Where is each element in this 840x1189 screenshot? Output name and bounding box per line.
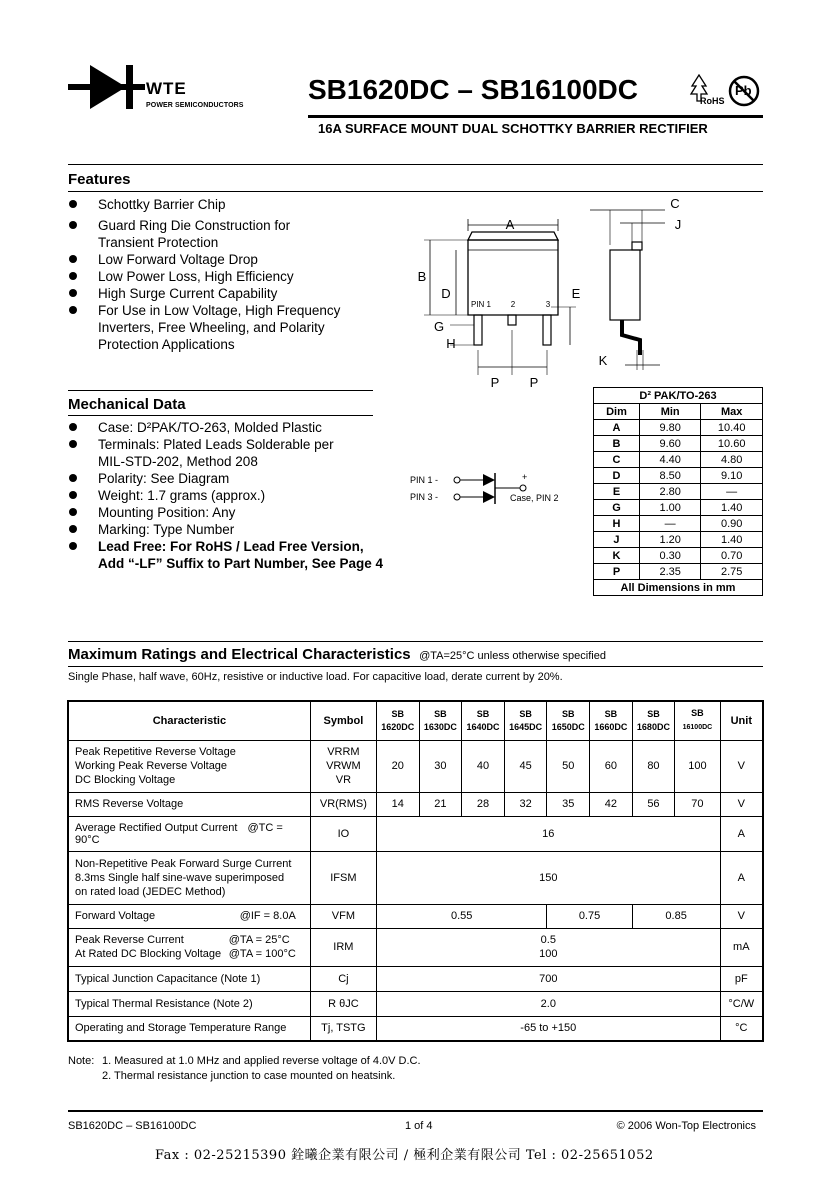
list-item: Polarity: See Diagram: [68, 470, 408, 487]
dim-label-g: G: [433, 319, 445, 334]
table-row: Non-Repetitive Peak Forward Surge Current 8.3ms Single half sine-wave superimposed on rated load (JEDEC Method) IFSM 150 A: [68, 851, 763, 904]
pin-label-3: 3: [545, 300, 551, 309]
table-row: Peak Reverse Current At Rated DC Blocking Voltage @TA = 25°C @TA = 100°C IRM 0.5 100 mA: [68, 928, 763, 966]
list-item: Marking: Type Number: [68, 521, 408, 538]
divider: [68, 164, 763, 165]
mechanical-title: Mechanical Data: [68, 396, 186, 413]
copyright: © 2006 Won-Top Electronics: [616, 1120, 756, 1132]
mechanical-list: [68, 419, 408, 572]
list-item: Lead Free: For RoHS / Lead Free Version, Add “-LF” Suffix to Part Number, See Page 4: [68, 538, 408, 572]
list-item: Guard Ring Die Construction for Transient Protection: [68, 217, 398, 251]
table-header: Dim: [594, 404, 640, 420]
schematic-plus: +: [522, 472, 528, 482]
package-outline-diagram: [410, 195, 700, 390]
table-row: D 8.50 9.10: [594, 468, 763, 484]
table-row: H — 0.90: [594, 516, 763, 532]
page-subtitle: 16A SURFACE MOUNT DUAL SCHOTTKY BARRIER RECTIFIER: [318, 121, 708, 136]
dimension-table-footer: All Dimensions in mm: [594, 580, 763, 596]
table-row: Average Rectified Output Current @TC = 90°C IO 16 A: [68, 816, 763, 851]
header-rule: [308, 115, 763, 118]
list-item: Weight: 1.7 grams (approx.): [68, 487, 408, 504]
company-tagline: POWER SEMICONDUCTORS: [146, 102, 244, 109]
mechanical-top-rule: [68, 390, 373, 391]
dim-label-d: D: [441, 286, 451, 301]
ratings-condition: @TA=25°C unless otherwise specified: [419, 650, 606, 662]
table-header: Characteristic: [68, 701, 310, 740]
pin-label-2: 2: [510, 300, 516, 309]
pb-label: Pb: [735, 83, 752, 98]
table-row: RMS Reverse Voltage VR(RMS) 14 21 28 32 35 42 56 70 V: [68, 792, 763, 816]
features-title: Features: [68, 171, 131, 188]
table-header: SB 1680DC: [632, 701, 675, 740]
table-header: SB 1630DC: [419, 701, 462, 740]
table-row: Peak Repetitive Reverse Voltage Working Peak Reverse Voltage DC Blocking Voltage VRRM VRWM VR 20 30 40 45 50 60 80 100 V: [68, 740, 763, 792]
dim-label-b: B: [417, 269, 427, 284]
table-row: Typical Junction Capacitance (Note 1) Cj 700 pF: [68, 966, 763, 991]
dimension-table-caption: D² PAK/TO-263: [594, 388, 763, 404]
list-item: Case: D²PAK/TO-263, Molded Plastic: [68, 419, 408, 436]
list-item: High Surge Current Capability: [68, 285, 398, 302]
ratings-top-rule: [68, 641, 763, 642]
table-header: SB 1650DC: [547, 701, 590, 740]
table-row: G 1.00 1.40: [594, 500, 763, 516]
fax-line: Fax : 02-25215390 銓曦企業有限公司 / 極利企業有限公司 Tel : 02-25651052: [155, 1148, 654, 1163]
list-item: Schottky Barrier Chip: [68, 196, 398, 213]
table-header: Symbol: [310, 701, 376, 740]
note-item: 1. Measured at 1.0 MHz and applied reverse voltage of 4.0V D.C.: [102, 1055, 421, 1067]
rohs-label: RoHS: [700, 96, 725, 106]
ratings-intro: Single Phase, half wave, 60Hz, resistive or inductive load. For capacitive load, derate current by 20%.: [68, 671, 563, 683]
table-row: P 2.35 2.75: [594, 564, 763, 580]
table-header: SB 16100DC: [675, 701, 720, 740]
ratings-rule: [68, 666, 763, 667]
dim-label-a: A: [505, 217, 515, 232]
dim-label-k: K: [598, 353, 608, 368]
page-number: 1 of 4: [405, 1120, 433, 1132]
list-item: Mounting Position: Any: [68, 504, 408, 521]
table-row: K 0.30 0.70: [594, 548, 763, 564]
schematic-pin1-label: PIN 1 -: [410, 475, 439, 485]
table-row: J 1.20 1.40: [594, 532, 763, 548]
table-row: B 9.60 10.60: [594, 436, 763, 452]
schematic-case-label: Case, PIN 2: [510, 493, 559, 503]
ratings-title: Maximum Ratings and Electrical Characteristics: [68, 646, 411, 663]
dim-label-p1: P: [490, 375, 500, 390]
dim-label-p2: P: [529, 375, 539, 390]
table-header: SB 1620DC: [376, 701, 419, 740]
footer-part-range: SB1620DC – SB16100DC: [68, 1120, 197, 1132]
dimension-table: [593, 387, 763, 596]
list-item: Low Forward Voltage Drop: [68, 251, 398, 268]
list-item: Low Power Loss, High Efficiency: [68, 268, 398, 285]
pin-label-1: PIN 1: [471, 300, 492, 309]
list-item: For Use in Low Voltage, High Frequency Inverters, Free Wheeling, and Polarity Protection Applications: [68, 302, 398, 353]
features-rule: [68, 191, 763, 192]
notes-label: Note:: [68, 1055, 95, 1067]
ratings-heading: [68, 646, 606, 664]
mechanical-rule: [68, 415, 373, 416]
page-title: SB1620DC – SB16100DC: [308, 74, 638, 105]
dim-label-j: J: [674, 217, 682, 232]
table-row: A 9.80 10.40: [594, 420, 763, 436]
dim-label-c: C: [670, 196, 680, 211]
table-row: E 2.80 —: [594, 484, 763, 500]
company-name: WTE: [146, 79, 187, 98]
note-item: 2. Thermal resistance junction to case mounted on heatsink.: [102, 1070, 396, 1082]
table-header: SB 1660DC: [590, 701, 633, 740]
table-header: Unit: [720, 701, 763, 740]
table-row: Operating and Storage Temperature Range Tj, TSTG -65 to +150 °C: [68, 1016, 763, 1041]
dim-label-h: H: [446, 336, 456, 351]
dim-label-e: E: [571, 286, 581, 301]
footer-rule: [68, 1110, 763, 1112]
ratings-table: [67, 700, 764, 1042]
table-header: SB 1640DC: [462, 701, 505, 740]
table-row: C 4.40 4.80: [594, 452, 763, 468]
rohs-icon: [689, 74, 725, 108]
list-item: Terminals: Plated Leads Solderable per MIL-STD-202, Method 208: [68, 436, 408, 470]
table-row: Forward Voltage @IF = 8.0A VFM 0.55 0.75 0.85 V: [68, 904, 763, 928]
table-header: Min: [639, 404, 700, 420]
schematic-pin3-label: PIN 3 -: [410, 492, 439, 502]
features-list: [68, 196, 398, 353]
table-row: Typical Thermal Resistance (Note 2) R θJC 2.0 °C/W: [68, 991, 763, 1016]
lead-free-icon: [727, 74, 761, 108]
table-header: Max: [701, 404, 763, 420]
pinout-schematic: [410, 468, 580, 508]
table-header: SB 1645DC: [504, 701, 547, 740]
